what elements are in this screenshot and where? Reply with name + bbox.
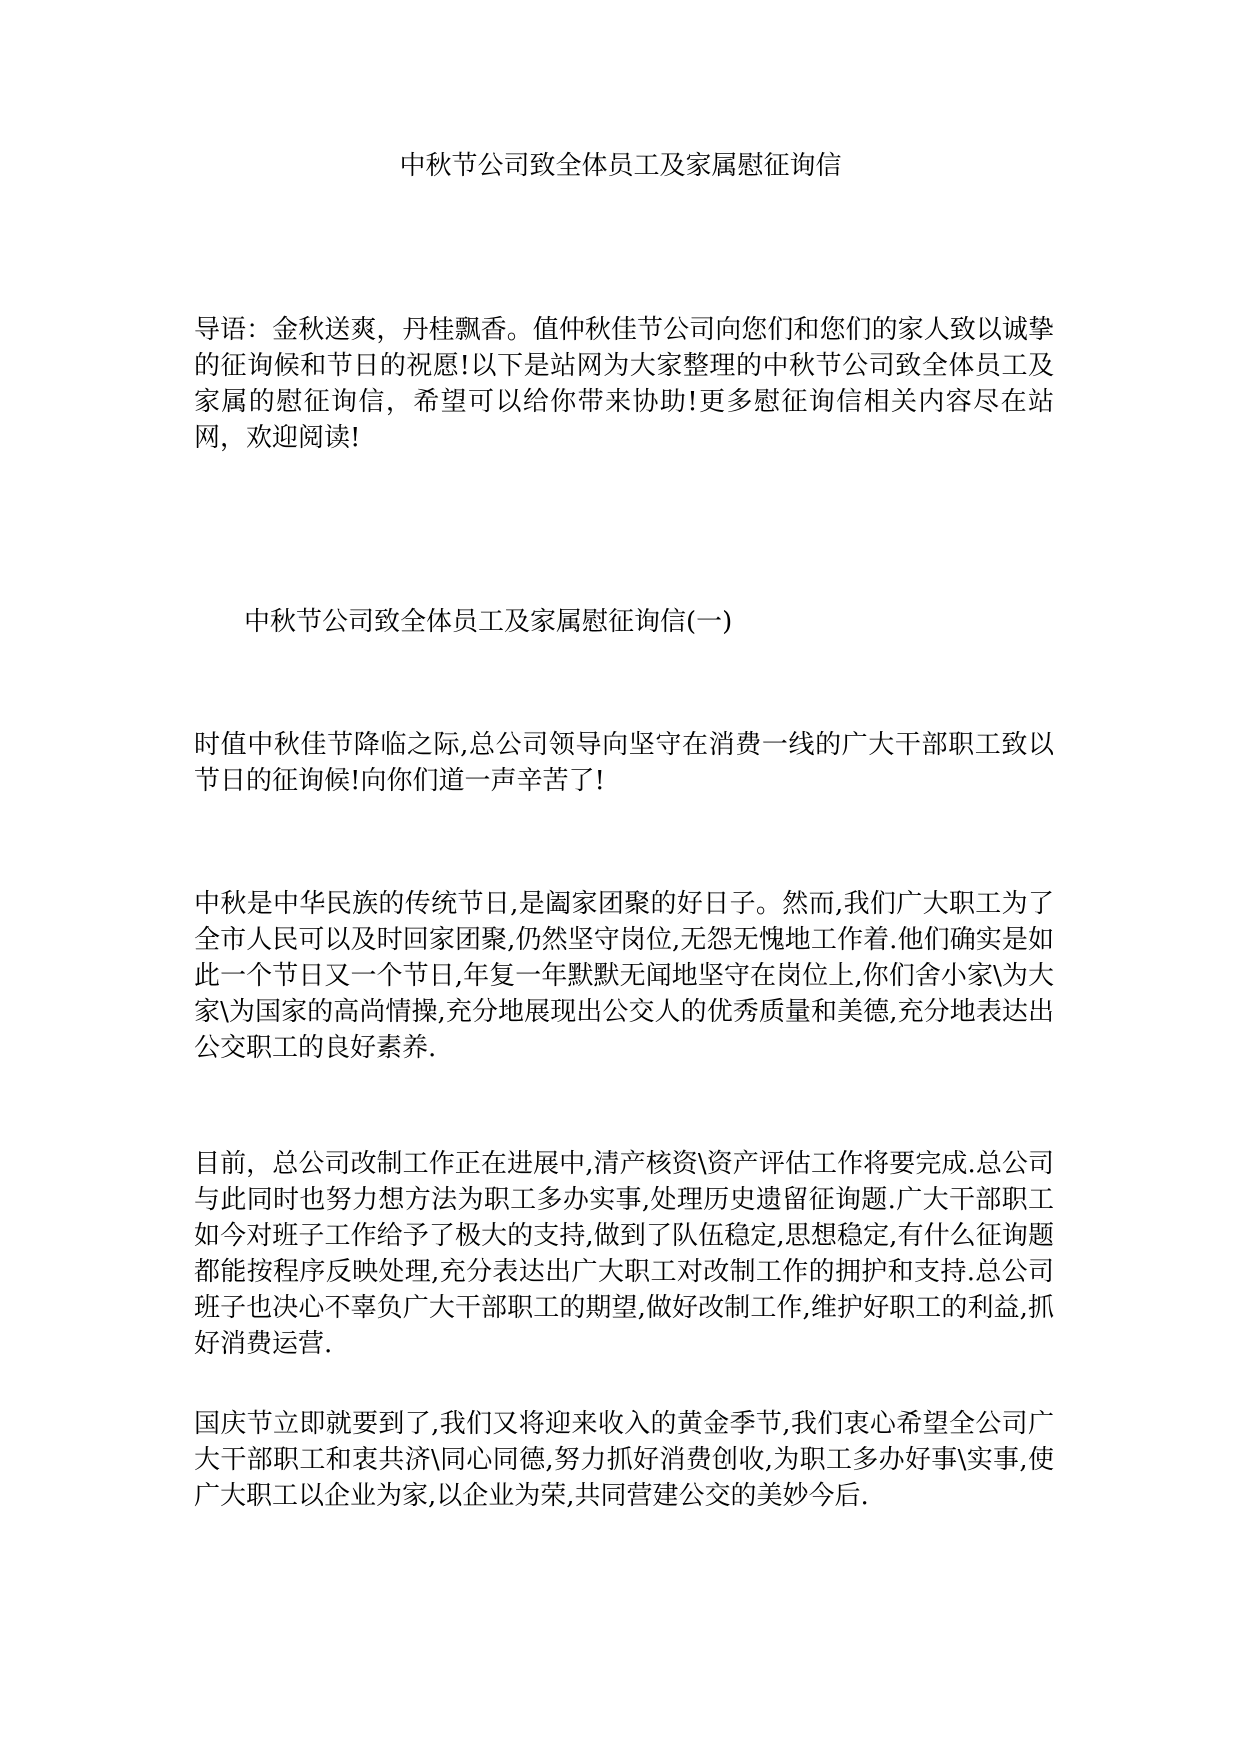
section-heading: 中秋节公司致全体员工及家属慰征询信(一) (244, 607, 733, 637)
body-paragraph-1: 时值中秋佳节降临之际,总公司领导向坚守在消费一线的广大干部职工致以节日的征询候!向你们道一声辛苦了! (194, 730, 1054, 796)
document-title: 中秋节公司致全体员工及家属慰征询信 (399, 151, 842, 181)
body-paragraph-3: 目前，总公司改制工作正在进展中,清产核资\资产评估工作将要完成.总公司与此同时也努力想方法为职工多办实事,处理历史遗留征询题.广大干部职工如今对班子工作给予了极大的支持,做到了队伍稳定,思想稳定,有什么征询题都能按程序反映处理,充分表达出广大职工对改制工作的拥护和支持.总公司班子也决心不辜负广大干部职工的期望,做好改制工作,维护好职工的利益,抓好消费运营. (194, 1149, 1054, 1359)
body-paragraph-2: 中秋是中华民族的传统节日,是阖家团聚的好日子。然而,我们广大职工为了全市人民可以及时回家团聚,仍然坚守岗位,无怨无愧地工作着.他们确实是如此一个节日又一个节日,年复一年默默无闻地坚守在岗位上,你们舍小家\为大家\为国家的高尚情操,充分地展现出公交人的优秀质量和美德,充分地表达出公交职工的良好素养. (194, 889, 1054, 1063)
intro-paragraph: 导语：金秋送爽，丹桂飘香。值仲秋佳节公司向您们和您们的家人致以诚挚的征询候和节日的祝愿!以下是站网为大家整理的中秋节公司致全体员工及家属的慰征询信，希望可以给你带来协助!更多慰征询信相关内容尽在站网，欢迎阅读! (194, 315, 1054, 453)
body-paragraph-4: 国庆节立即就要到了,我们又将迎来收入的黄金季节,我们衷心希望全公司广大干部职工和衷共济\同心同德,努力抓好消费创收,为职工多办好事\实事,使广大职工以企业为家,以企业为荣,共同营建公交的美妙今后. (194, 1409, 1054, 1511)
